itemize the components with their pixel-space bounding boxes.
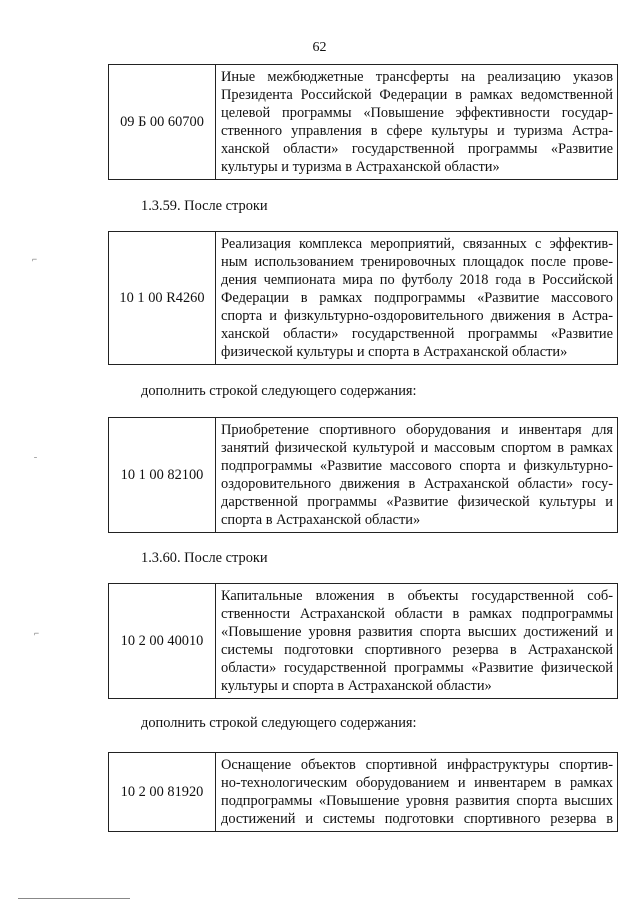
- instruction-text: дополнить строкой следующего содержания:: [141, 383, 417, 399]
- budget-description: [216, 753, 618, 832]
- code-table-3: [108, 417, 618, 533]
- description-line: Президента Российской Федерации в рамках ведомственной: [221, 87, 613, 103]
- description-line: культуры и спорта в Астраханской области»: [221, 678, 492, 694]
- budget-description: [216, 584, 618, 699]
- description-line: подпрограммы «Повышение уровня развития спорта высших: [221, 793, 613, 809]
- description-line: системы подготовки спортивного резерва в Астраханской: [221, 642, 613, 658]
- table-row: [109, 753, 618, 832]
- code-table-5: [108, 752, 618, 832]
- bottom-rule: [18, 898, 130, 899]
- budget-code: 10 1 00 82100: [109, 418, 216, 533]
- instruction-text: дополнить строкой следующего содержания:: [141, 715, 417, 731]
- clause-heading: 1.3.60. После строки: [141, 550, 268, 566]
- budget-code: 10 1 00 R4260: [109, 232, 216, 365]
- clause-heading: 1.3.59. После строки: [141, 198, 268, 214]
- code-table-1: [108, 64, 618, 180]
- page-number: 62: [312, 40, 327, 55]
- description-line: ственного управления в сфере культуры и туризма Астра-: [221, 123, 613, 139]
- description-line: дения чемпионата мира по футболу 2018 года в Российской: [221, 272, 613, 288]
- description-line: ханской области» государственной программы «Развитие: [221, 326, 613, 342]
- description-line: ственности Астраханской области в рамках подпрограммы: [221, 606, 613, 622]
- description-line: но-технологическим оборудованием и инвентарем в рамках: [221, 775, 613, 791]
- code-table-4: [108, 583, 618, 699]
- description-line: занятий физической культурой и массовым спортом в рамках: [221, 440, 613, 456]
- margin-mark: ⌐: [34, 628, 40, 638]
- description-line: Приобретение спортивного оборудования и инвентаря для: [221, 422, 613, 438]
- table-row: [109, 232, 618, 365]
- margin-mark: ˉ: [34, 455, 37, 465]
- description-line: целевой программы «Повышение эффективности государ-: [221, 105, 613, 121]
- description-line: физической культуры и спорта в Астраханской области»: [221, 344, 568, 360]
- description-line: Федерации в рамках подпрограммы «Развитие массового: [221, 290, 613, 306]
- description-line: Реализация комплекса мероприятий, связанных с эффектив-: [221, 236, 613, 252]
- budget-description: [216, 418, 618, 533]
- description-line: оздоровительного движения в Астраханской области» госу-: [221, 476, 613, 492]
- budget-description: [216, 65, 618, 180]
- margin-mark: ⌐: [32, 254, 38, 264]
- table-row: [109, 418, 618, 533]
- budget-description: [216, 232, 618, 365]
- description-line: спорта в Астраханской области»: [221, 512, 421, 528]
- description-line: дарственной программы «Развитие физической культуры и: [221, 494, 613, 510]
- description-line: Иные межбюджетные трансферты на реализацию указов: [221, 69, 613, 85]
- description-line: культуры и туризма в Астраханской области»: [221, 159, 500, 175]
- table-row: [109, 65, 618, 180]
- budget-code: 09 Б 00 60700: [109, 65, 216, 180]
- description-line: Капитальные вложения в объекты государственной соб-: [221, 588, 613, 604]
- budget-code: 10 2 00 81920: [109, 753, 216, 832]
- description-line: ным использованием тренировочных площадок после прове-: [221, 254, 613, 270]
- description-line: области» государственной программы «Развитие физической: [221, 660, 613, 676]
- table-row: [109, 584, 618, 699]
- description-line: «Повышение уровня развития спорта высших достижений и: [221, 624, 613, 640]
- description-line: достижений и системы подготовки спортивного резерва в: [221, 811, 613, 827]
- description-line: подпрограммы «Развитие массового спорта и физкультурно-: [221, 458, 613, 474]
- code-table-2: [108, 231, 618, 365]
- description-line: Оснащение объектов спортивной инфраструктуры спортив-: [221, 757, 613, 773]
- description-line: ханской области» государственной программы «Развитие: [221, 141, 613, 157]
- budget-code: 10 2 00 40010: [109, 584, 216, 699]
- description-line: спорта и физкультурно-оздоровительного движения в Астра-: [221, 308, 613, 324]
